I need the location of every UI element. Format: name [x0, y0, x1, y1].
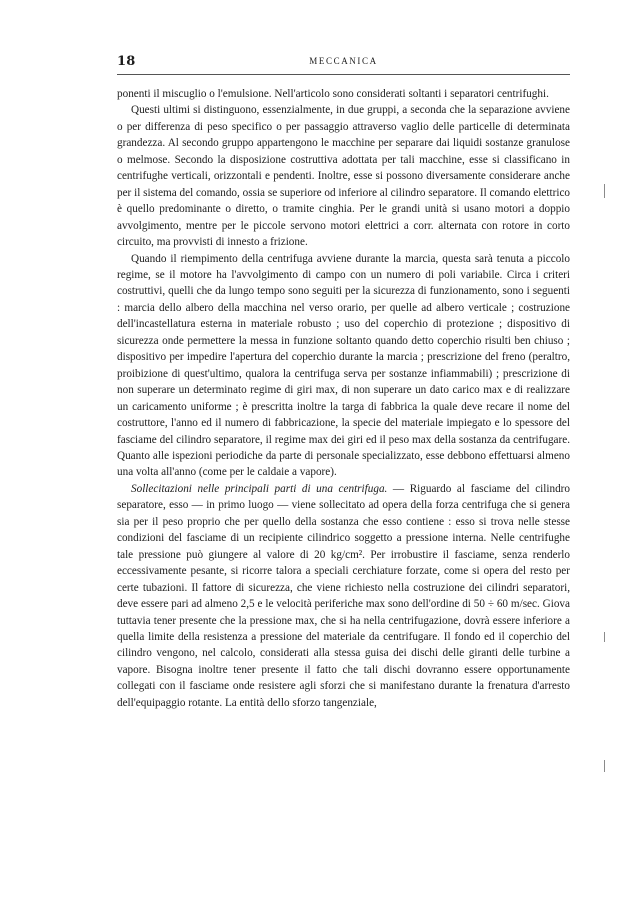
header-rule — [117, 74, 570, 75]
body-text — [117, 86, 570, 711]
paragraph-stresses — [117, 481, 570, 711]
paragraph-continued: ponenti il miscuglio o l'emulsione. Nell'articolo sono considerati soltanti i separatori centrifughi. — [117, 88, 549, 100]
paragraph-classification: Questi ultimi si distinguono, essenzialmente, in due gruppi, a seconda che la separazione avviene o per differenza di peso specifico o per passaggio attraverso vaglio delle particelle di determinata grandezza. Al secondo gruppo appartengono le macchine per separare dai liquidi sostanze granulose o melmose. Secondo la disposizione costruttiva adottata per tali macchine, esse si classificano in centrifughe verticali, orizzontali e pendenti. Inoltre, esse si possono diversamente considerare anche per il sistema del comando, ossia se superiore od inferiore al cilindro separatore. Il comando elettrico è quello predominante o diretto, o tramite cinghia. Per le grandi unità si usano motori a doppio avvolgimento, mentre per le piccole servono motori elettrici a corr. alternata con rotore in corto circuito, ma provvisti di innesto a frizione. — [117, 104, 570, 249]
paragraph-safety-criteria: Quando il riempimento della centrifuga avviene durante la marcia, questa sarà tenuta a piccolo regime, se il motore ha l'avvolgimento di campo con un numero di poli variabile. Circa i criteri costruttivi, quelli che da lungo tempo sono seguiti per la sicurezza di funzionamento, sono i seguenti : marcia dello albero della macchina nel verso orario, per quelle ad albero verticale ; costruzione dell'incastellatura esterna in materiale robusto ; uso del coperchio di protezione ; dispositivo di sicurezza onde permettere la messa in funzione soltanto quando detto coperchio risulti ben chiuso ; dispositivo per impedire l'apertura del coperchio durante la marcia ; prescrizione del freno (peraltro, proibizione di quest'ultimo, qualora la centrifuga serva per sostanze infiammabili) ; prescrizione di non superare un determinato regime di giri max, di non superare un dato carico max e di realizzare un caricamento uniforme ; è prescritta inoltre la targa di fabbrica la quale deve recare il nome del costruttore, l'anno ed il numero di fabbricazione, la specie del materiale impiegato e lo spessore del fasciame del cilindro separatore, il regime max dei giri ed il peso max della sostanza da centrifugare. Quanto alle ispezioni periodiche da parte di personale specializzato, esse debbono effettuarsi almeno una volta all'anno (come per le caldaie a vapore). — [117, 252, 570, 479]
margin-mark — [604, 760, 605, 772]
margin-mark — [604, 184, 605, 198]
running-title: MECCANICA — [309, 56, 378, 66]
paragraph-stresses-text: — Riguardo al fasciame del cilindro separatore, esso — in primo luogo — viene sollecitato ad opera della forza centrifuga che si genera sia per il peso proprio che per quello della sostanza che esso contiene : esso si trova nelle stesse condizioni del fasciame di un recipiente cilindrico soggetto a pressione interna. Nelle centrifughe tale pressione può giungere al valore di 20 kg/cm². Per irrobustire il fasciame, senza renderlo eccessivamente pesante, si ricorre talora a speciali cerchiature forzate, come si opera del resto per certe tubazioni. Il fattore di sicurezza, che viene richiesto nella costruzione dei cilindri separatori, deve essere pari ad almeno 2,5 e le velocità periferiche max sono dell'ordine di 50 ÷ 60 m/sec. Giova tuttavia tener presente che la pressione max, che si ha nella centrifugazione, dovrà essere inferiore a quella limite della resistenza a pressione del materiale da centrifugare. Il fondo ed il coperchio del cilindro vengono, nel calcolo, considerati alla stessa guisa dei dischi delle giranti delle turbine a vapore. Bisogna inoltre tener presente il fatto che tali dischi dovranno essere opportunamente collegati con il fasciame onde resistere agli sforzi che si manifestano durante la frenatura d'arresto dell'equipaggio rotante. La entità dello sforzo tangenziale, — [117, 482, 570, 709]
section-heading-italic: Sollecitazioni nelle principali parti di una centrifuga. — [131, 482, 388, 495]
page-number: 18 — [117, 54, 136, 69]
running-head — [117, 54, 570, 74]
margin-mark — [604, 632, 605, 642]
